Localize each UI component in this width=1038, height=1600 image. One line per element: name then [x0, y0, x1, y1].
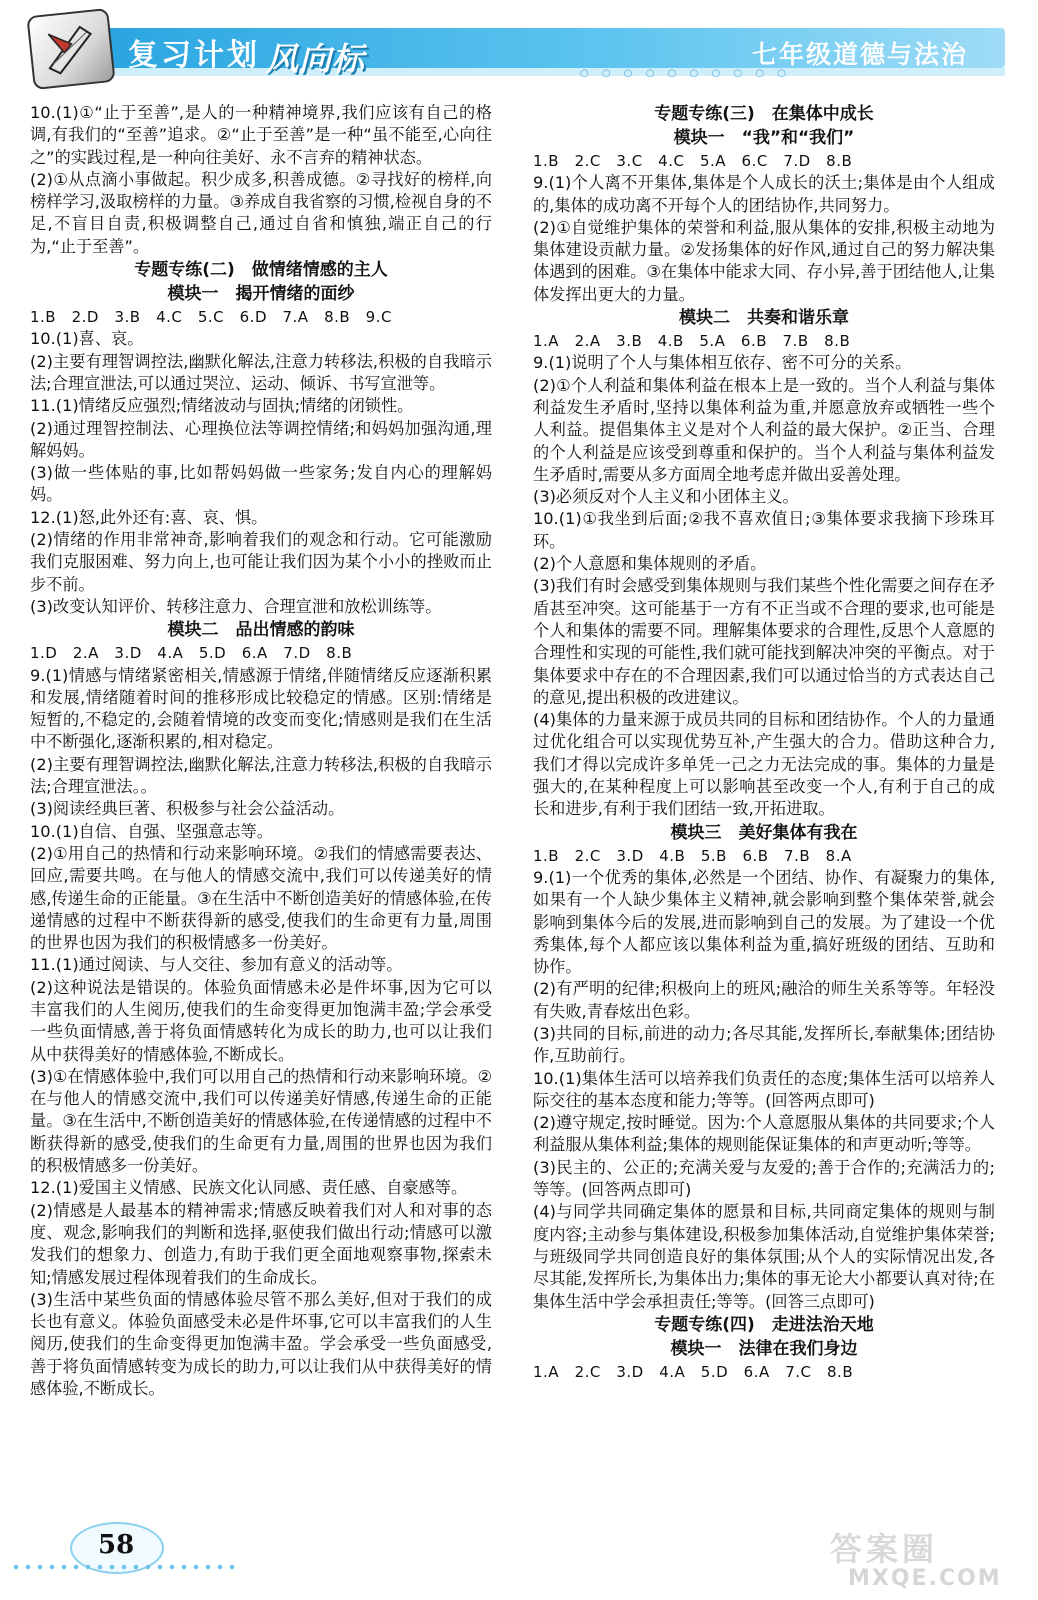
page-footer — [0, 1510, 1038, 1600]
answer-paragraph: (2)①个人利益和集体利益在根本上是一致的。当个人利益与集体利益发生矛盾时,坚持以集体利益为重,并愿意放弃或牺牲一些个人利益。提倡集体主义是对个人利益的最大保护。②正当、合理的个人利益是应该受到尊重和保护的。当个人利益与集体利益发生矛盾时,需要从多方面周全地考虑并做出妥善处理。 — [533, 375, 995, 484]
module-title: 模块二 共奏和谐乐章 — [679, 308, 849, 329]
answer-paragraph: 11.(1)通过阅读、与人交往、参加有意义的活动等。 — [30, 955, 403, 975]
module-title: 模块一 法律在我们身边 — [670, 1338, 858, 1359]
answer-paragraph: (3)改变认知评价、转移注意力、合理宣泄和放松训练等。 — [30, 596, 442, 616]
answer-paragraph: (2)①从点滴小事做起。积少成多,积善成德。②寻找好的榜样,向榜样学习,汲取榜样的力量。③养成自我省察的习惯,检视自身的不足,不盲目自责,积极调整自己,通过自省和慎独,端正自己的行为,“止于至善”。 — [30, 169, 492, 256]
section-title: 专题专练(二) 做情绪情感的主人 — [134, 260, 388, 281]
header-dots: ○ ○ ○ ○ ○ ○ ○ ○ ○ ○ — [580, 68, 791, 79]
module-title: 模块一 揭开情绪的面纱 — [167, 284, 355, 305]
section-title: 专题专练(三) 在集体中成长 — [654, 104, 874, 124]
grade-subject: 七年级道德与法治 — [751, 40, 968, 69]
answer-paragraph: (3)生活中某些负面的情感体验尽管不那么美好,但对于我们的成长也有意义。体验负面感受未必是件坏事,它可以丰富我们的人生阅历,使我们的生命变得更加饱满丰盈。学会承受一些负面感受,善于将负面情感转变为成长的助力,可以让我们从中获得美好的情感体验,不断成长。 — [30, 1289, 492, 1399]
answer-paragraph: (4)与同学共同确定集体的愿景和目标,共同商定集体的规则与制度内容;主动参与集体建设,积极参加集体活动,自觉维护集体荣誉;与班级同学共同创造良好的集体氛围;从个人的实际情况出发,各尽其能,发挥所长,为集体出力;集体的事无论大小都要认真对待;在集体生活中学会承担责任;等等。(回答三点即可) — [533, 1202, 995, 1311]
left-column — [30, 102, 492, 1400]
series-logo — [26, 8, 115, 90]
answer-paragraph: (2)①用自己的热情和行动来影响环境。②我们的情感需要表达、回应,需要共鸣。在与他人的情感交流中,我们可以传递美好的情感,传递生命的正能量。③在生活中不断创造美好的情感体验,在传递情感的过程中不断获得新的感受,使我们的生命更有力量,周围的世界也因为我们的积极情感多一份美好。 — [30, 843, 492, 953]
answer-paragraph: (2)情感是人最基本的精神需求;情感反映着我们对人和对事的态度、观念,影响我们的判断和选择,驱使我们做出行动;情感可以激发我们的想象力、创造力,有助于我们更全面地观察事物,探索未知;情感发展过程体现着我们的生命成长。 — [30, 1200, 492, 1287]
page-header — [0, 0, 1038, 95]
answer-paragraph: 12.(1)怒,此外还有:喜、哀、惧。 — [30, 507, 268, 527]
choice-answers: 1.A 2.A 3.B 4.B 5.A 6.B 7.B 8.B — [533, 332, 851, 351]
series-title: 复习计划 — [128, 38, 260, 73]
choice-answers: 1.B 2.D 3.B 4.C 5.C 6.D 7.A 8.B 9.C — [30, 308, 392, 327]
answer-paragraph: 9.(1)说明了个人与集体相互依存、密不可分的关系。 — [533, 353, 912, 373]
module-title: 模块三 美好集体有我在 — [670, 822, 858, 843]
answer-paragraph: (3)做一些体贴的事,比如帮妈妈做一些家务;发自内心的理解妈妈。 — [30, 463, 492, 505]
answer-paragraph: 9.(1)情感与情绪紧密相关,情感源于情绪,伴随情绪反应逐渐积累和发展,情绪随着时间的推移形成比较稳定的情感。区别:情绪是短暂的,不稳定的,会随着情境的改变而变化;情感则是我们在生活中不断强化,逐渐积累的,相对稳定。 — [30, 665, 492, 752]
footer-dots — [10, 1562, 240, 1572]
answer-paragraph: (4)集体的力量来源于成员共同的目标和团结协作。个人的力量通过优化组合可以实现优势互补,产生强大的合力。借助这种合力,我们才得以完成许多单凭一己之力无法完成的事。集体的力量是强大的,在某种程度上可以影响甚至改变一个人,有利于自己的成长和进步,有利于我们团结一致,开拓进取。 — [533, 710, 995, 819]
pen-ruler-icon — [39, 19, 100, 77]
choice-answers: 1.B 2.C 3.D 4.B 5.B 6.B 7.B 8.A — [533, 846, 852, 865]
answer-paragraph: (2)主要有理智调控法,幽默化解法,注意力转移法,积极的自我暗示法;合理宣泄法,可以通过哭泣、运动、倾诉、书写宣泄等。 — [30, 351, 492, 393]
answer-paragraph: 10.(1)集体生活可以培养我们负责任的态度;集体生活可以培养人际交往的基本态度和能力;等等。(回答两点即可) — [533, 1068, 995, 1110]
answer-paragraph: (3)阅读经典巨著、积极参与社会公益活动。 — [30, 799, 345, 819]
answer-paragraph: 10.(1)自信、自强、坚强意志等。 — [30, 821, 273, 841]
answer-paragraph: (2)这种说法是错误的。体验负面情感未必是件坏事,因为它可以丰富我们的人生阅历,使我们的生命变得更加饱满丰盈;学会承受一些负面情感,善于将负面情感转化为成长的助力,也可以让我们从中获得美好的情感体验,不断成长。 — [30, 977, 492, 1064]
answer-paragraph: (3)必须反对个人主义和小团体主义。 — [533, 487, 799, 507]
answer-paragraph: 11.(1)情绪反应强烈;情绪波动与固执;情绪的闭锁性。 — [30, 396, 414, 416]
answer-paragraph: 9.(1)个人离不开集体,集体是个人成长的沃土;集体是由个人组成的,集体的成功离不开每个人的团结协作,共同努力。 — [533, 173, 995, 215]
watermark-url: MXQE.COM — [848, 1566, 1002, 1591]
answer-paragraph: (2)有严明的纪律;积极向上的班风;融洽的师生关系等等。年轻没有失败,青春炫出色彩。 — [533, 979, 995, 1021]
answer-paragraph: 10.(1)①“止于至善”,是人的一种精神境界,我们应该有自己的格调,有我们的“至善”追求。②“止于至善”是一种“虽不能至,心向往之”的实践过程,是一种向往美好、永不言弃的精神状态。 — [30, 103, 492, 167]
answer-paragraph: (2)情绪的作用非常神奇,影响着我们的观念和行动。它可能激励我们克服困难、努力向上,也可能让我们因为某个小小的挫败而止步不前。 — [30, 530, 492, 594]
answer-paragraph: (3)我们有时会感受到集体规则与我们某些个性化需要之间存在矛盾甚至冲突。这可能基于一方有不正当或不合理的要求,也可能是个人和集体的需要不同。理解集体要求的合理性,反思个人意愿的合理性和实现的可能性,我们就可能找到解决冲突的平衡点。对于集体要求中存在的不合理因素,我们可以通过恰当的方式表达自己的意见,提出积极的改进建议。 — [533, 576, 995, 707]
answer-paragraph: 9.(1)一个优秀的集体,必然是一个团结、协作、有凝聚力的集体,如果有一个人缺少集体主义精神,就会影响到整个集体荣誉,就会影响到集体今后的发展,进而影响到自己的发展。为了建设一个优秀集体,每个人都应该以集体利益为重,搞好班级的团结、互助和协作。 — [533, 867, 995, 977]
answer-paragraph: (3)共同的目标,前进的动力;各尽其能,发挥所长,奉献集体;团结协作,互助前行。 — [533, 1023, 995, 1066]
answer-paragraph: (2)遵守规定,按时睡觉。因为:个人意愿服从集体的共同要求;个人利益服从集体利益;集体的规则能保证集体的和声更动听;等等。 — [533, 1113, 995, 1155]
answer-paragraph: (2)个人意愿和集体规则的矛盾。 — [533, 554, 767, 574]
answer-paragraph: (2)①自觉维护集体的荣誉和利益,服从集体的安排,积极主动地为集体建设贡献力量。②发扬集体的好作风,通过自己的努力解决集体遇到的困难。③在集体中能求大同、存小异,善于团结他人,让集体发挥出更大的力量。 — [533, 217, 995, 304]
answer-paragraph: 12.(1)爱国主义情感、民族文化认同感、责任感、自豪感等。 — [30, 1178, 468, 1198]
brand-name: 风向标 — [266, 40, 366, 78]
page-number: 58 — [98, 1530, 135, 1560]
answer-paragraph: 10.(1)①我坐到后面;②我不喜欢值日;③集体要求我摘下珍珠耳环。 — [533, 509, 995, 551]
module-title: 模块二 品出情感的韵味 — [167, 620, 355, 641]
module-title: 模块一 “我”和“我们” — [673, 128, 855, 148]
right-column — [533, 102, 995, 1383]
choice-answers: 1.B 2.C 3.C 4.C 5.A 6.C 7.D 8.B — [533, 152, 853, 170]
choice-answers: 1.D 2.A 3.D 4.A 5.D 6.A 7.D 8.B — [30, 644, 353, 663]
choice-answers: 1.A 2.C 3.D 4.A 5.D 6.A 7.C 8.B — [533, 1362, 854, 1381]
watermark-logo-text: 答案圈 — [830, 1530, 939, 1568]
section-title: 专题专练(四) 走进法治天地 — [654, 1314, 874, 1335]
answer-paragraph: (2)通过理智控制法、心理换位法等调控情绪;和妈妈加强沟通,理解妈妈。 — [30, 418, 492, 460]
answer-paragraph: 10.(1)喜、哀。 — [30, 329, 144, 349]
answer-paragraph: (3)①在情感体验中,我们可以用自己的热情和行动来影响环境。②在与他人的情感交流中,我们可以传递美好情感,传递生命的正能量。③在生活中,不断创造美好的情感体验,在传递情感的过程中不断获得新的感受,使我们的生命更有力量,周围的世界也因为我们的积极情感多一份美好。 — [30, 1066, 492, 1176]
watermark — [810, 1524, 1020, 1594]
answer-paragraph: (2)主要有理智调控法,幽默化解法,注意力转移法,积极的自我暗示法;合理宣泄法。。 — [30, 754, 492, 797]
answer-paragraph: (3)民主的、公正的;充满关爱与友爱的;善于合作的;充满活力的;等等。(回答两点即可) — [533, 1157, 995, 1200]
